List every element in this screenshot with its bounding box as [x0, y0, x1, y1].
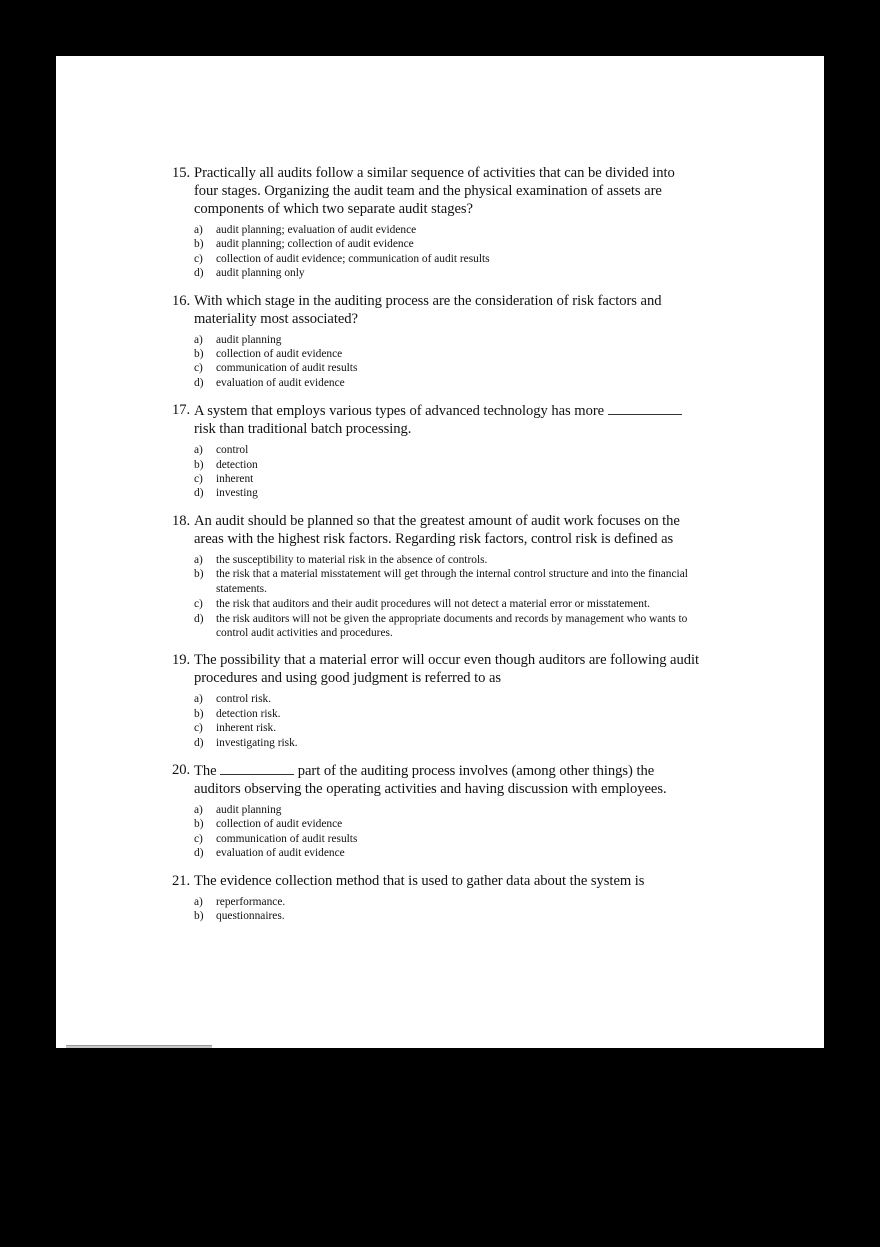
option-letter: a): [194, 693, 203, 706]
option-a: [194, 692, 702, 706]
answer-options: [172, 223, 702, 281]
option-text: audit planning; collection of audit evidence: [216, 238, 414, 251]
option-text: the risk auditors will not be given the appropriate documents and records by management who wants to control audit activities and procedures.: [216, 612, 688, 639]
option-letter: d): [194, 847, 204, 860]
option-d: [194, 736, 702, 750]
option-d: [194, 612, 702, 641]
question-text: An audit should be planned so that the greatest amount of audit work focuses on the areas with the highest risk factors. Regarding risk factors, control risk is defined as: [194, 512, 680, 547]
option-text: audit planning only: [216, 267, 305, 280]
question-stem: [172, 651, 702, 687]
option-b: [194, 909, 702, 923]
option-c: [194, 721, 702, 735]
question-stem: [172, 292, 702, 328]
option-c: [194, 472, 702, 486]
option-d: [194, 376, 702, 390]
option-a: [194, 553, 702, 567]
question-19: [172, 651, 702, 750]
question-15: [172, 164, 702, 281]
question-number: 19.: [172, 652, 191, 669]
option-text: inherent: [216, 473, 254, 486]
question-number: 20.: [172, 761, 191, 778]
option-letter: c): [194, 722, 203, 735]
option-a: [194, 333, 702, 347]
fill-in-blank: [220, 761, 294, 775]
fill-in-blank: [608, 401, 682, 415]
question-number: 18.: [172, 512, 191, 529]
option-text: evaluation of audit evidence: [216, 376, 345, 389]
option-text: detection risk.: [216, 707, 281, 720]
question-list: [172, 164, 702, 934]
question-text: With which stage in the auditing process are the consideration of risk factors and materiality most associated?: [194, 292, 662, 327]
option-letter: d): [194, 612, 204, 625]
option-letter: b): [194, 348, 204, 361]
option-letter: b): [194, 458, 204, 471]
answer-options: [172, 553, 702, 640]
question-text: The possibility that a material error will occur even though auditors are following audit procedures and using good judgment is referred to as: [194, 652, 699, 687]
question-16: [172, 292, 702, 391]
option-text: collection of audit evidence; communication of audit results: [216, 252, 490, 265]
option-text: investing: [216, 487, 258, 500]
option-text: communication of audit results: [216, 362, 358, 375]
option-letter: a): [194, 895, 203, 908]
option-letter: a): [194, 553, 203, 566]
option-text: control: [216, 444, 249, 457]
question-18: [172, 512, 702, 640]
option-a: [194, 895, 702, 909]
option-letter: d): [194, 267, 204, 280]
question-number: 21.: [172, 872, 191, 889]
stem-before-blank: A system that employs various types of advanced technology has more: [194, 403, 608, 420]
stem-after-blank: risk than traditional batch processing.: [194, 421, 412, 438]
question-number: 17.: [172, 402, 191, 419]
option-d: [194, 266, 702, 280]
question-text: The evidence collection method that is used to gather data about the system is: [194, 872, 645, 889]
question-number: 15.: [172, 165, 191, 181]
option-a: [194, 443, 702, 457]
option-c: [194, 361, 702, 375]
option-letter: a): [194, 224, 203, 236]
option-letter: c): [194, 252, 203, 265]
question-stem: [172, 401, 702, 438]
option-a: [194, 223, 702, 237]
document-page: [56, 56, 824, 1048]
question-number: 16.: [172, 292, 191, 309]
option-letter: a): [194, 803, 203, 816]
option-b: [194, 237, 702, 251]
option-text: detection: [216, 458, 258, 471]
option-letter: b): [194, 909, 204, 922]
option-text: the risk that auditors and their audit procedures will not detect a material error or misstatement.: [216, 598, 650, 611]
question-17: [172, 401, 702, 501]
option-letter: b): [194, 568, 204, 581]
option-letter: c): [194, 362, 203, 375]
option-text: communication of audit results: [216, 832, 358, 845]
option-c: [194, 597, 702, 611]
option-text: audit planning; evaluation of audit evidence: [216, 224, 417, 236]
option-letter: c): [194, 832, 203, 845]
answer-options: [172, 333, 702, 391]
option-letter: b): [194, 818, 204, 831]
option-text: the susceptibility to material risk in the absence of controls.: [216, 553, 488, 566]
option-text: audit planning: [216, 333, 282, 346]
option-text: evaluation of audit evidence: [216, 847, 345, 860]
option-b: [194, 347, 702, 361]
option-b: [194, 458, 702, 472]
question-text: [194, 401, 702, 438]
option-letter: d): [194, 736, 204, 749]
option-c: [194, 832, 702, 846]
option-a: [194, 803, 702, 817]
stem-before-blank: The: [194, 762, 221, 779]
question-21: [172, 872, 702, 924]
footnote-divider: [66, 1045, 212, 1048]
option-text: inherent risk.: [216, 722, 277, 735]
option-letter: a): [194, 444, 203, 457]
option-text: collection of audit evidence: [216, 818, 343, 831]
question-text: [194, 761, 702, 798]
question-20: [172, 761, 702, 861]
answer-options: [172, 895, 702, 924]
option-text: audit planning: [216, 803, 282, 816]
answer-options: [172, 692, 702, 750]
option-b: [194, 567, 702, 596]
question-stem: [172, 512, 702, 548]
option-c: [194, 252, 702, 266]
option-letter: c): [194, 473, 203, 486]
option-letter: d): [194, 376, 204, 389]
option-letter: d): [194, 487, 204, 500]
answer-options: [172, 443, 702, 501]
option-letter: b): [194, 707, 204, 720]
option-text: reperformance.: [216, 895, 286, 908]
question-text: Practically all audits follow a similar sequence of activities that can be divided into four stages. Organizing the audit team and the physical examination of assets are components of which two separate audit stages?: [194, 165, 675, 217]
option-text: control risk.: [216, 693, 272, 706]
option-d: [194, 486, 702, 500]
option-b: [194, 817, 702, 831]
option-text: collection of audit evidence: [216, 348, 343, 361]
option-letter: a): [194, 333, 203, 346]
option-text: the risk that a material misstatement will get through the internal control structure and into the financial statements.: [216, 568, 688, 595]
stem-after-blank: part of the auditing process involves (among other things) the auditors observing the operating activities and having discussion with employees.: [194, 762, 667, 797]
option-d: [194, 846, 702, 860]
option-letter: c): [194, 598, 203, 611]
option-text: investigating risk.: [216, 736, 298, 749]
option-text: questionnaires.: [216, 909, 285, 922]
question-stem: [172, 761, 702, 798]
question-stem: [172, 872, 702, 890]
question-stem: [172, 164, 702, 218]
answer-options: [172, 803, 702, 861]
option-b: [194, 707, 702, 721]
option-letter: b): [194, 238, 204, 251]
